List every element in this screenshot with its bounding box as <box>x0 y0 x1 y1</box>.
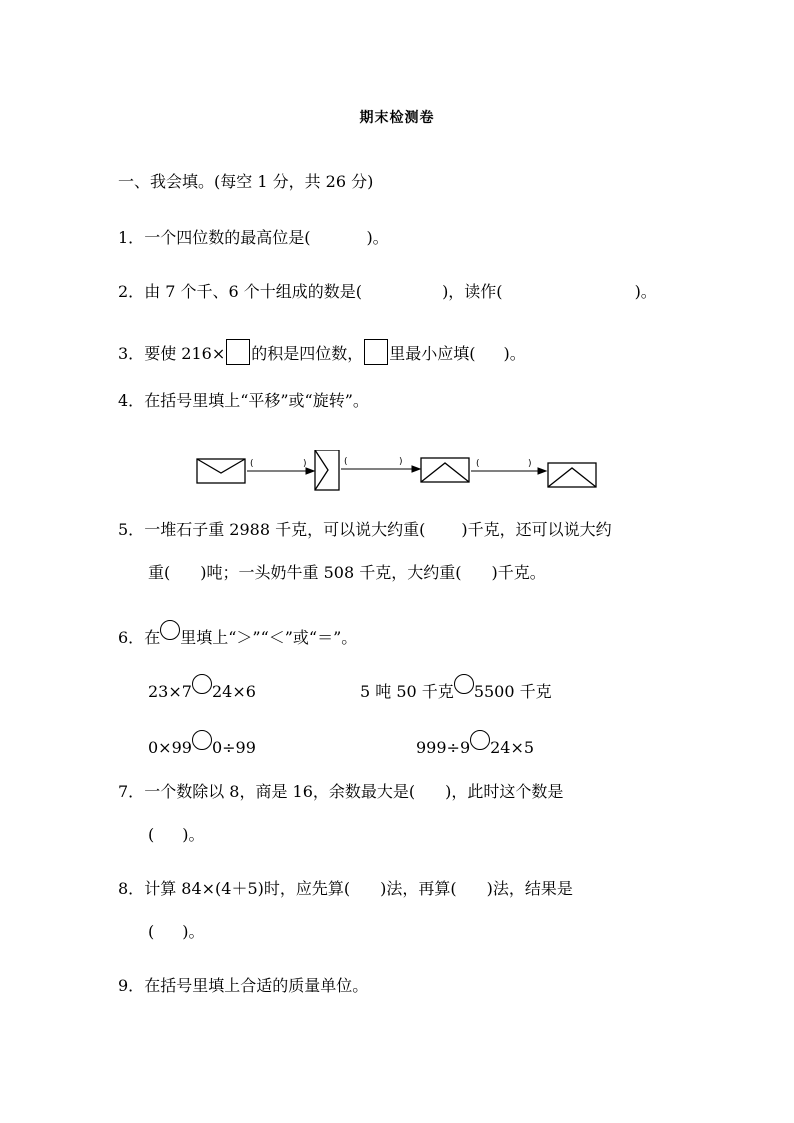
square-box <box>226 339 250 365</box>
compare-item-2: 5 吨 50 千克 5500 千克 <box>360 674 552 702</box>
envelope-shape-2 <box>315 450 339 490</box>
question-7-line-2: ( )。 <box>148 825 205 844</box>
paren-open: ( <box>344 457 348 467</box>
question-8-line-2: ( )。 <box>148 922 205 941</box>
question-3: 3．要使 216× 的积是四位数， 里最小应填( )。 <box>118 339 526 365</box>
question-number: 9． <box>118 976 145 995</box>
question-6: 6．在 里填上“＞”“＜”或“＝”。 <box>118 620 357 648</box>
question-4: 4．在括号里填上“平移”或“旋转”。 <box>118 391 369 410</box>
compare-circle[interactable] <box>192 674 212 694</box>
question-2: 2．由 7 个千、6 个十组成的数是( )，读作( )。 <box>118 282 657 301</box>
question-number: 5． <box>118 520 145 539</box>
paren-close: ) <box>528 459 532 469</box>
transformation-figure <box>190 450 600 495</box>
question-number: 7． <box>118 782 145 801</box>
section-heading: 一、我会填。(每空 1 分，共 26 分) <box>118 172 374 191</box>
question-5-line-2: 重( )吨；一头奶牛重 508 千克，大约重( )千克。 <box>148 563 546 582</box>
square-box <box>364 339 388 365</box>
question-number: 1． <box>118 228 145 247</box>
paren-open: ( <box>476 459 480 469</box>
question-1: 1．一个四位数的最高位是( )。 <box>118 228 389 247</box>
question-number: 8． <box>118 879 145 898</box>
question-5-line-1: 5．一堆石子重 2988 千克，可以说大约重( )千克，还可以说大约 <box>118 520 612 539</box>
paren-close: ) <box>303 459 307 469</box>
question-number: 4． <box>118 391 145 410</box>
compare-circle[interactable] <box>192 730 212 750</box>
question-number: 3． <box>118 344 145 363</box>
page-title: 期末检测卷 <box>359 110 435 126</box>
question-8-line-1: 8．计算 84×(4＋5)时，应先算( )法，再算( )法，结果是 <box>118 879 573 898</box>
question-9: 9．在括号里填上合适的质量单位。 <box>118 976 369 995</box>
question-7-line-1: 7．一个数除以 8，商是 16，余数最大是( )，此时这个数是 <box>118 782 564 801</box>
envelope-shape-4 <box>548 463 596 487</box>
paren-open: ( <box>250 459 254 469</box>
question-number: 6． <box>118 628 145 647</box>
envelope-shape-1 <box>197 459 245 483</box>
arrow-2 <box>341 466 420 472</box>
paren-close: ) <box>399 457 403 467</box>
compare-item-4: 999÷9 24×5 <box>416 730 534 758</box>
envelope-shape-3 <box>421 458 469 482</box>
compare-item-3: 0×99 0÷99 <box>148 730 256 758</box>
compare-circle[interactable] <box>454 674 474 694</box>
question-number: 2． <box>118 282 145 301</box>
arrow-3 <box>471 468 546 474</box>
compare-circle[interactable] <box>470 730 490 750</box>
compare-item-1: 23×7 24×6 <box>148 674 256 702</box>
circle-icon <box>160 620 180 640</box>
